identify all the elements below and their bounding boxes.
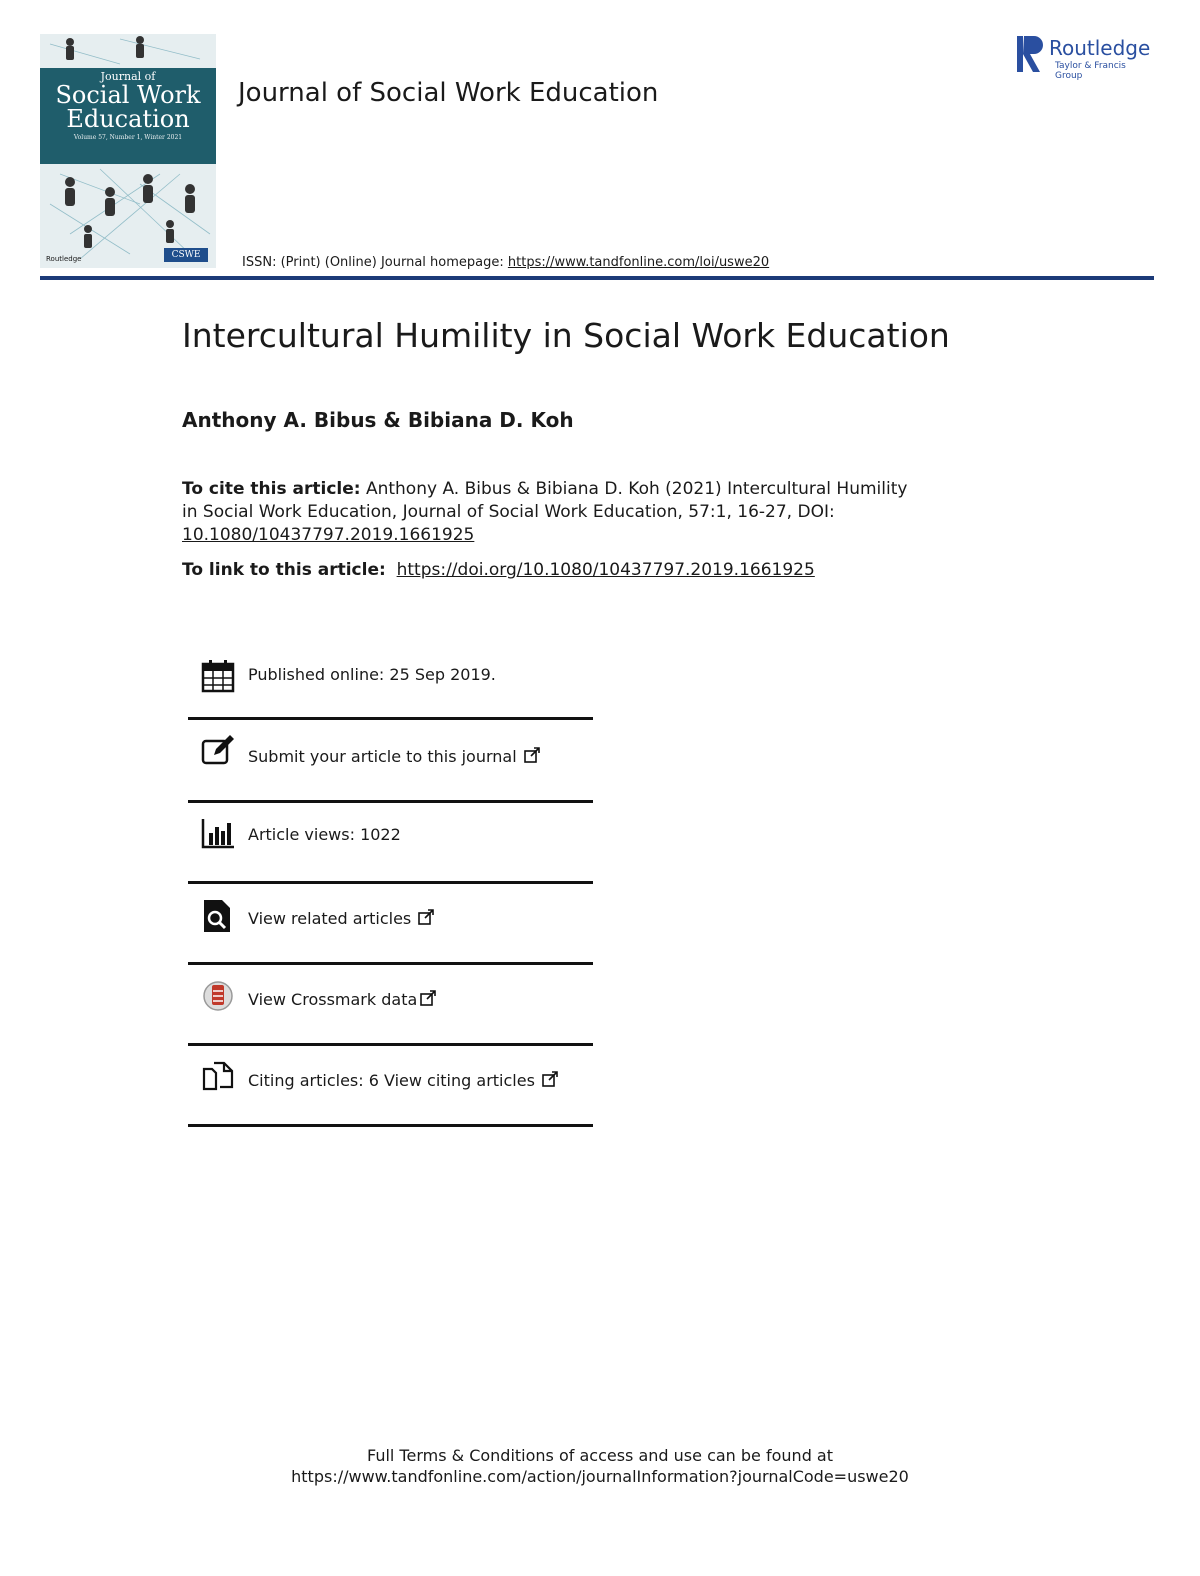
footer-line1: Full Terms & Conditions of access and use can be found at: [366, 1446, 834, 1465]
footer-terms-url[interactable]: https://www.tandfonline.com/action/journalInformation?journalCode=uswe20: [291, 1467, 909, 1486]
publisher-logo: [1015, 34, 1155, 81]
journal-cover-image: [40, 34, 216, 268]
external-link-icon: [523, 746, 541, 764]
crossmark-icon: [200, 980, 236, 1016]
journal-title: Journal of Social Work Education: [238, 78, 659, 108]
article-views: Article views: 1022: [248, 825, 401, 844]
article-info-list: [188, 640, 593, 1127]
calendar-icon: [200, 658, 236, 694]
submit-label: Submit your article to this journal: [248, 747, 517, 766]
cover-name-line2: Education: [66, 105, 190, 133]
external-link-icon: [417, 908, 435, 926]
crossmark-link[interactable]: [248, 989, 437, 1009]
bar-chart-icon: [200, 815, 236, 851]
related-label: View related articles: [248, 909, 412, 928]
crossmark-label: View Crossmark data: [248, 990, 418, 1009]
published-date: Published online: 25 Sep 2019.: [248, 665, 496, 684]
copy-documents-icon: [200, 1059, 236, 1095]
issn-line: [242, 255, 769, 270]
article-url-link[interactable]: https://doi.org/10.1080/10437797.2019.1661925: [396, 560, 815, 580]
header-divider: [40, 276, 1154, 280]
routledge-r-icon: [1015, 34, 1045, 74]
article-authors: Anthony A. Bibus & Bibiana D. Koh: [182, 408, 574, 432]
published-row: [188, 640, 593, 720]
publisher-name: Routledge: [1049, 36, 1151, 60]
cite-text: Anthony A. Bibus & Bibiana D. Koh (2021) Intercultural Humility in Social Work Education, Journal of Social Work Education, 57:1, 16-27, DOI:: [182, 479, 908, 522]
submit-link[interactable]: [248, 746, 541, 766]
views-row: [188, 803, 593, 884]
publisher-subtitle: Taylor & Francis Group: [1055, 61, 1126, 81]
cite-label: To cite this article:: [182, 479, 361, 499]
article-title: Intercultural Humility in Social Work Education: [182, 316, 950, 355]
document-search-icon: [200, 898, 236, 934]
related-link[interactable]: [248, 908, 435, 928]
article-link-line: [182, 560, 815, 580]
citation-block: [182, 478, 922, 547]
journal-homepage-link[interactable]: https://www.tandfonline.com/loi/uswe20: [507, 255, 770, 270]
cover-cswe-logo: CSWE: [164, 248, 208, 262]
related-row[interactable]: [188, 884, 593, 965]
crossmark-row[interactable]: [188, 965, 593, 1046]
citing-label: Citing articles: 6 View citing articles: [248, 1071, 535, 1090]
citing-row[interactable]: [188, 1046, 593, 1127]
external-link-icon: [541, 1070, 559, 1088]
issn-text: ISSN: (Print) (Online) Journal homepage:: [242, 255, 508, 270]
cover-volume: Volume 57, Number 1, Winter 2021: [73, 134, 183, 141]
citing-link[interactable]: [248, 1070, 559, 1090]
cover-name-line1: Social Work: [55, 81, 201, 109]
edit-icon: [200, 733, 236, 769]
cover-journal-of: Journal of: [100, 70, 156, 83]
cover-routledge-logo: Routledge: [46, 255, 82, 263]
submit-row[interactable]: [188, 720, 593, 803]
doi-link[interactable]: 10.1080/10437797.2019.1661925: [182, 525, 475, 545]
terms-footer: [0, 1445, 1200, 1487]
link-label: To link to this article:: [182, 560, 386, 580]
external-link-icon: [419, 989, 437, 1007]
cover-title-band: [40, 68, 216, 164]
